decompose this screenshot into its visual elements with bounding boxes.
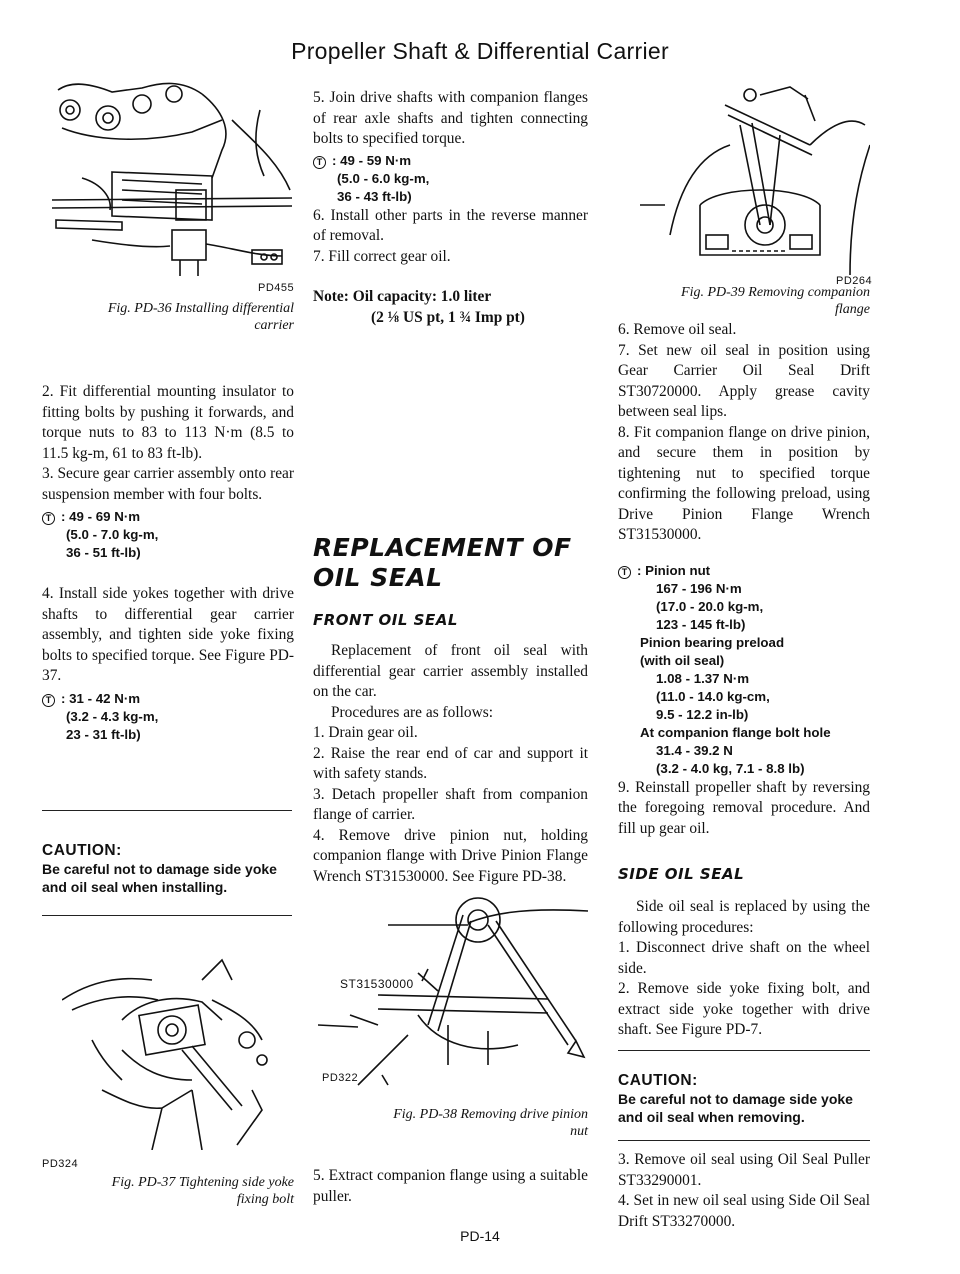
figure-pd38-illustration	[318, 895, 590, 1090]
torque-icon: T	[313, 156, 326, 169]
rear-step-9: 9. Reinstall propeller shaft by reversing the foregoing removal procedure. And fill up gear oil.	[618, 778, 870, 837]
pinion-spec-line12: (3.2 - 4.0 kg, 7.1 - 8.8 lb)	[656, 760, 805, 776]
torque-b-line1: : 31 - 42 N·m	[61, 690, 141, 706]
side-step-2: 2. Remove side yoke fixing bolt, and extract side yoke together with drive shaft. See Figure PD-7.	[618, 980, 870, 1038]
pinion-spec-line3: (17.0 - 20.0 kg-m,	[656, 598, 764, 614]
figure-pd39-caption-line1: Fig. PD-39 Removing companion	[681, 285, 870, 300]
torque-spec-b	[42, 690, 294, 744]
torque-c-line2: (5.0 - 6.0 kg-m,	[337, 170, 430, 186]
caution2-bottom-rule	[618, 1140, 870, 1141]
caution-top-rule	[42, 810, 292, 811]
torque-a-line3: 36 - 51 ft-lb)	[66, 545, 141, 560]
caution2-title: CAUTION:	[618, 1072, 698, 1089]
pinion-spec-line10: At companion flange bolt hole	[640, 724, 831, 740]
rear-step-6: 6. Remove oil seal.	[618, 321, 737, 338]
caution-title: CAUTION:	[42, 842, 122, 859]
pinion-spec-line7: 1.08 - 1.37 N·m	[656, 670, 750, 686]
step-4-text: 4. Install side yokes together with drive shafts to differential gear carrier assembly, and tighten side yoke fixing bolts to specified torque. See Figure PD-37.	[42, 585, 294, 684]
step-6-text: 6. Install other parts in the reverse manner of removal.	[313, 206, 588, 244]
side-step-3: 3. Remove oil seal using Oil Seal Puller ST33290001.	[618, 1151, 870, 1189]
section-title-line1: REPLACEMENT OF	[313, 533, 572, 562]
oil-capacity-units: (2 ⅛ US pt, 1 ¾ Imp pt)	[371, 308, 525, 326]
front-step-4: 4. Remove drive pinion nut, holding companion flange with Drive Pinion Flange Wrench ST31530000. See Figure PD-38.	[313, 826, 588, 885]
figure-pd39-code: PD264	[836, 275, 873, 287]
torque-spec-a	[42, 508, 294, 562]
figure-pd39-caption-line2: flange	[835, 302, 870, 317]
torque-a-line2: (5.0 - 7.0 kg-m,	[66, 527, 159, 542]
torque-icon: T	[618, 566, 631, 579]
pinion-spec-line9: 9.5 - 12.2 in-lb)	[656, 706, 749, 722]
page-number: PD-14	[460, 1228, 500, 1244]
front-step-1: 1. Drain gear oil.	[313, 724, 418, 741]
caution-bottom-rule	[42, 915, 292, 916]
torque-c-line3: 36 - 43 ft-lb)	[337, 188, 412, 204]
subsection-front-oil-seal: FRONT OIL SEAL	[313, 611, 458, 629]
oil-capacity-note: Note: Oil capacity: 1.0 liter	[313, 288, 492, 305]
caution2-text: Be careful not to damage side yoke and oil seal when removing.	[618, 1091, 853, 1125]
figure-pd39-illustration	[640, 85, 870, 275]
section-title-line2: OIL SEAL	[313, 563, 443, 592]
step-5-text: 5. Join drive shafts with companion flanges of rear axle shafts and tighten connecting bolts to specified torque.	[313, 89, 588, 147]
torque-spec-c	[313, 152, 588, 206]
figure-pd38-code: PD322	[322, 1072, 359, 1084]
torque-b-line2: (3.2 - 4.3 kg-m,	[66, 708, 159, 724]
pinion-spec-block	[618, 562, 870, 778]
page-header: Propeller Shaft & Differential Carrier	[291, 38, 669, 64]
figure-pd38-tool-label: ST31530000	[340, 977, 414, 991]
side-intro: Side oil seal is replaced by using the following procedures:	[618, 898, 870, 936]
front-step-2: 2. Raise the rear end of car and support it with safety stands.	[313, 744, 588, 782]
pinion-spec-line5: Pinion bearing preload	[640, 634, 785, 650]
front-step-5: 5. Extract companion flange using a suitable puller.	[313, 1167, 588, 1205]
pinion-spec-line6: (with oil seal)	[640, 652, 725, 668]
torque-a-line1: : 49 - 69 N·m	[61, 509, 141, 524]
procedures-line: Procedures are as follows:	[331, 703, 493, 721]
figure-pd38-caption-line2: nut	[570, 1124, 588, 1139]
torque-b-line3: 23 - 31 ft-lb)	[66, 726, 141, 742]
side-step-4: 4. Set in new oil seal using Side Oil Seal Drift ST33270000.	[618, 1192, 870, 1230]
torque-icon: T	[42, 694, 55, 707]
caution-text: Be careful not to damage side yoke and oil seal when installing.	[42, 861, 277, 895]
front-step-3: 3. Detach propeller shaft from companion flange of carrier.	[313, 785, 588, 823]
pinion-spec-line8: (11.0 - 14.0 kg-cm,	[656, 688, 770, 704]
figure-pd36-caption-line1: Fig. PD-36 Installing differential	[107, 301, 294, 316]
step-7-text: 7. Fill correct gear oil.	[313, 247, 451, 265]
front-intro: Replacement of front oil seal with differential gear carrier assembly installed on the car.	[313, 642, 588, 700]
figure-pd37-caption-line1: Fig. PD-37 Tightening side yoke	[111, 1175, 294, 1190]
pinion-spec-line11: 31.4 - 39.2 N	[656, 742, 733, 758]
figure-pd38-caption-line1: Fig. PD-38 Removing drive pinion	[393, 1107, 588, 1122]
rear-step-8: 8. Fit companion flange on drive pinion, and secure them in position by tightening nut to specified torque confirming the following preload, using Drive Pinion Flange Wrench ST31530000.	[618, 423, 870, 543]
step-2-text: 2. Fit differential mounting insulator to fitting bolts by pushing it forwards, and torque nuts to 83 to 113 N·m (8.5 to 11.5 kg-m, 61 to 83 ft-lb).	[42, 383, 294, 462]
pinion-spec-line1: : Pinion nut	[637, 562, 711, 578]
subsection-side-oil-seal: SIDE OIL SEAL	[618, 865, 745, 883]
pinion-spec-line4: 123 - 145 ft-lb)	[656, 616, 746, 632]
figure-pd36-illustration	[52, 80, 292, 280]
figure-pd37-illustration	[62, 940, 292, 1150]
side-step-1: 1. Disconnect drive shaft on the wheel side.	[618, 939, 870, 977]
figure-pd36-code: PD455	[258, 282, 295, 294]
step-3-text: 3. Secure gear carrier assembly onto rear suspension member with four bolts.	[42, 465, 294, 503]
figure-pd37-code: PD324	[42, 1158, 79, 1170]
pinion-spec-line2: 167 - 196 N·m	[656, 580, 742, 596]
caution2-top-rule	[618, 1050, 870, 1051]
figure-pd36-caption-line2: carrier	[254, 318, 294, 333]
torque-c-line1: : 49 - 59 N·m	[332, 152, 412, 168]
figure-pd37-caption-line2: fixing bolt	[236, 1192, 294, 1207]
torque-icon: T	[42, 512, 55, 525]
rear-step-7: 7. Set new oil seal in position using Gear Carrier Oil Seal Drift ST30720000. Apply grease cavity between seal lips.	[618, 341, 870, 420]
